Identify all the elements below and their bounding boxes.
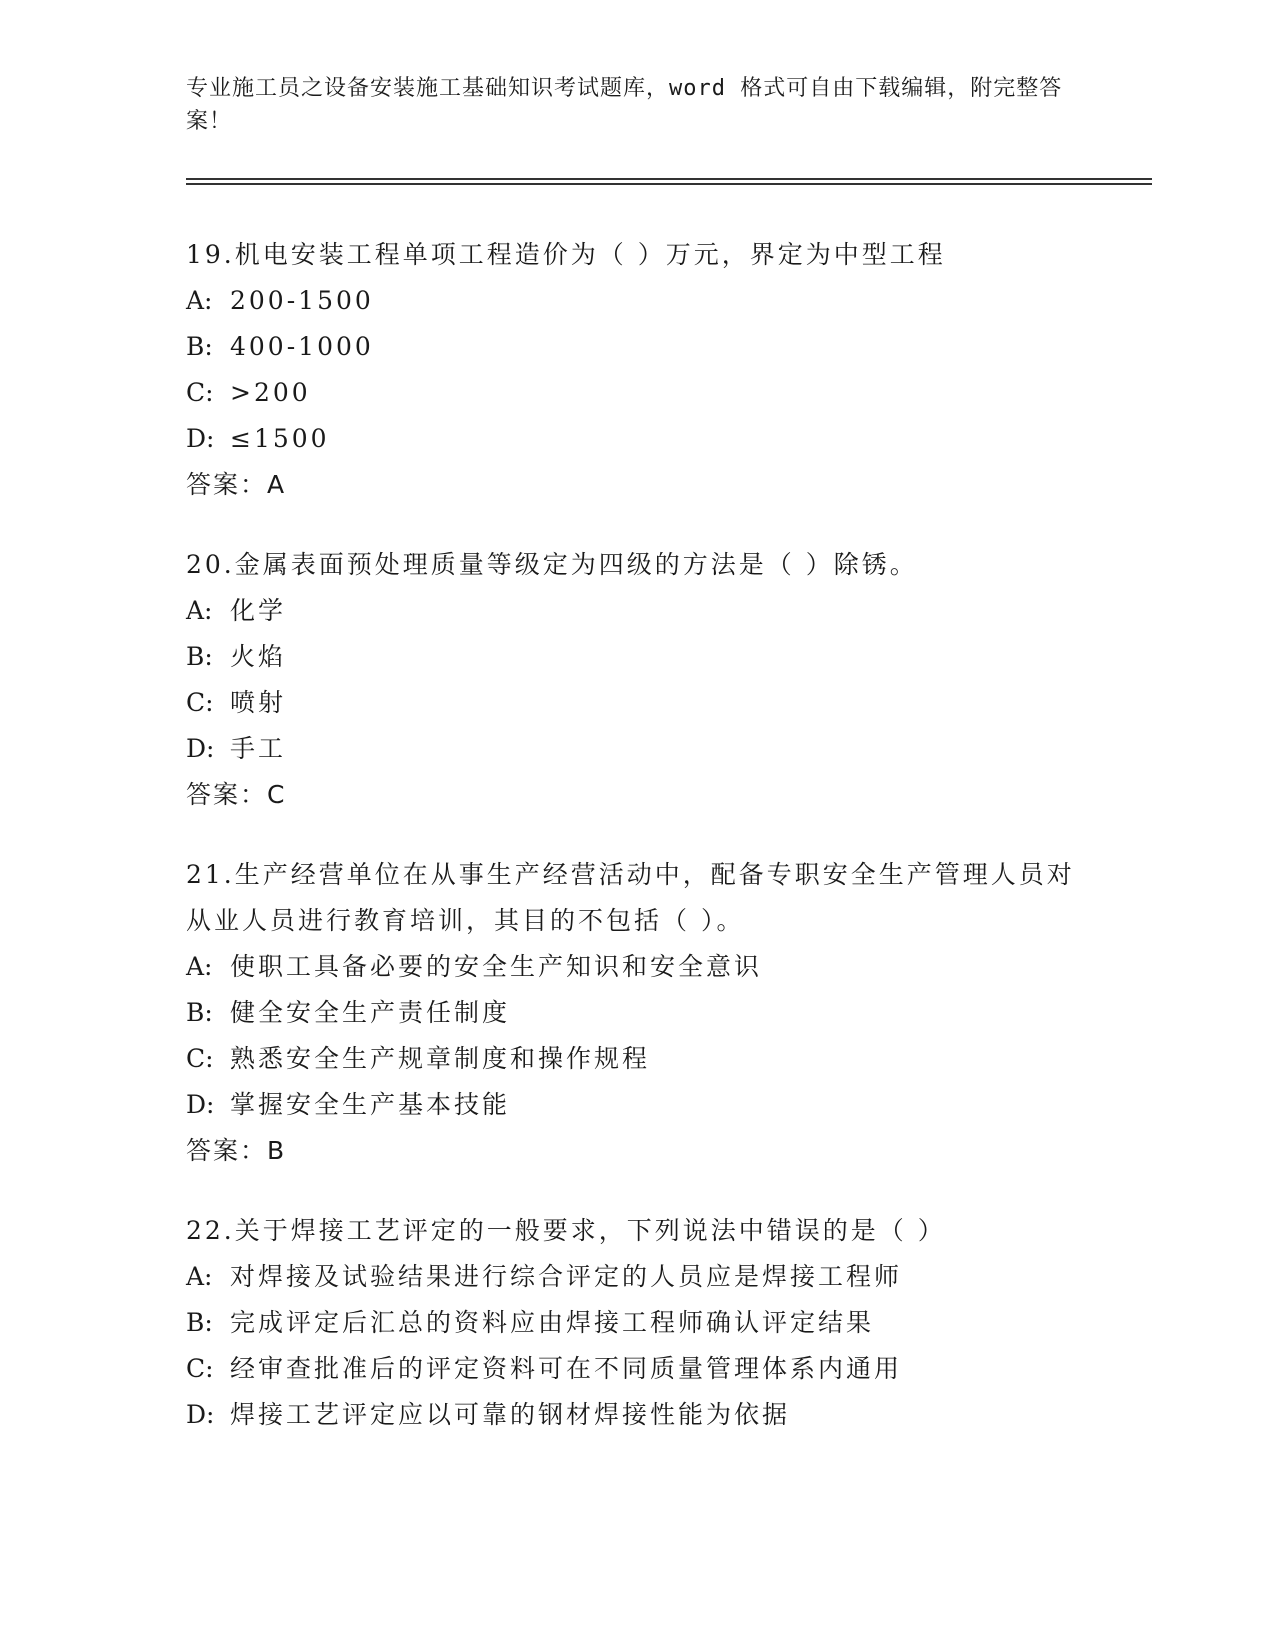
option-text: 喷射 [230,688,287,717]
header-divider-bottom [186,183,1152,185]
option-text: 400-1000 [230,332,374,361]
option-letter: B: [186,998,213,1027]
question-list [186,232,1086,1472]
option-b [186,324,1086,370]
question-20 [186,542,1086,818]
option-text: 经审查批准后的评定资料可在不同质量管理体系内通用 [230,1354,903,1383]
option-letter: A: [186,952,213,981]
option-letter: C: [186,378,214,407]
question-stem: 21.生产经营单位在从事生产经营活动中，配备专职安全生产管理人员对从业人员进行教育培训，其目的不包括（ ）。 [186,860,1075,935]
option-d [186,726,1086,772]
option-d [186,1392,1086,1438]
document-intro: 专业施工员之设备安装施工基础知识考试题库，word 格式可自由下载编辑，附完整答案！ [186,76,1063,134]
option-text: 完成评定后汇总的资料应由焊接工程师确认评定结果 [230,1308,875,1337]
option-a [186,944,1086,990]
answer-label: 答案：A [186,470,287,499]
option-letter: A: [186,596,213,625]
question-stem: 20.金属表面预处理质量等级定为四级的方法是（ ）除锈。 [186,550,918,579]
option-text: 熟悉安全生产规章制度和操作规程 [230,1044,651,1073]
option-c [186,680,1086,726]
option-a [186,1254,1086,1300]
option-text: 火焰 [230,642,287,671]
option-text: 使职工具备必要的安全生产知识和安全意识 [230,952,763,981]
option-letter: D: [186,1400,215,1429]
option-letter: B: [186,1308,213,1337]
option-c [186,370,1086,416]
option-letter: B: [186,332,213,361]
option-text: 手工 [230,734,287,763]
option-letter: D: [186,424,215,453]
answer-label: 答案：B [186,1136,287,1165]
option-b [186,990,1086,1036]
option-letter: C: [186,1354,214,1383]
question-19 [186,232,1086,508]
option-letter: A: [186,1262,213,1291]
option-text: 掌握安全生产基本技能 [230,1090,511,1119]
option-text: 化学 [230,596,287,625]
option-text: 健全安全生产责任制度 [230,998,511,1027]
option-c [186,1036,1086,1082]
option-text: 200-1500 [230,286,374,315]
header-divider-top [186,178,1152,180]
option-letter: C: [186,1044,214,1073]
question-22 [186,1208,1086,1438]
answer-label: 答案：C [186,780,287,809]
option-text: >200 [230,378,311,407]
option-text: 对焊接及试验结果进行综合评定的人员应是焊接工程师 [230,1262,903,1291]
option-letter: B: [186,642,213,671]
option-letter: D: [186,734,215,763]
option-letter: D: [186,1090,215,1119]
option-b [186,1300,1086,1346]
option-d [186,416,1086,462]
option-letter: A: [186,286,213,315]
option-d [186,1082,1086,1128]
question-stem: 19.机电安装工程单项工程造价为（ ）万元，界定为中型工程 [186,240,946,269]
option-letter: C: [186,688,214,717]
option-c [186,1346,1086,1392]
option-text: 焊接工艺评定应以可靠的钢材焊接性能为依据 [230,1400,791,1429]
option-a [186,588,1086,634]
option-b [186,634,1086,680]
option-a [186,278,1086,324]
option-text: ≤1500 [230,424,330,453]
question-stem: 22.关于焊接工艺评定的一般要求，下列说法中错误的是（ ） [186,1216,946,1245]
question-21 [186,852,1086,1174]
